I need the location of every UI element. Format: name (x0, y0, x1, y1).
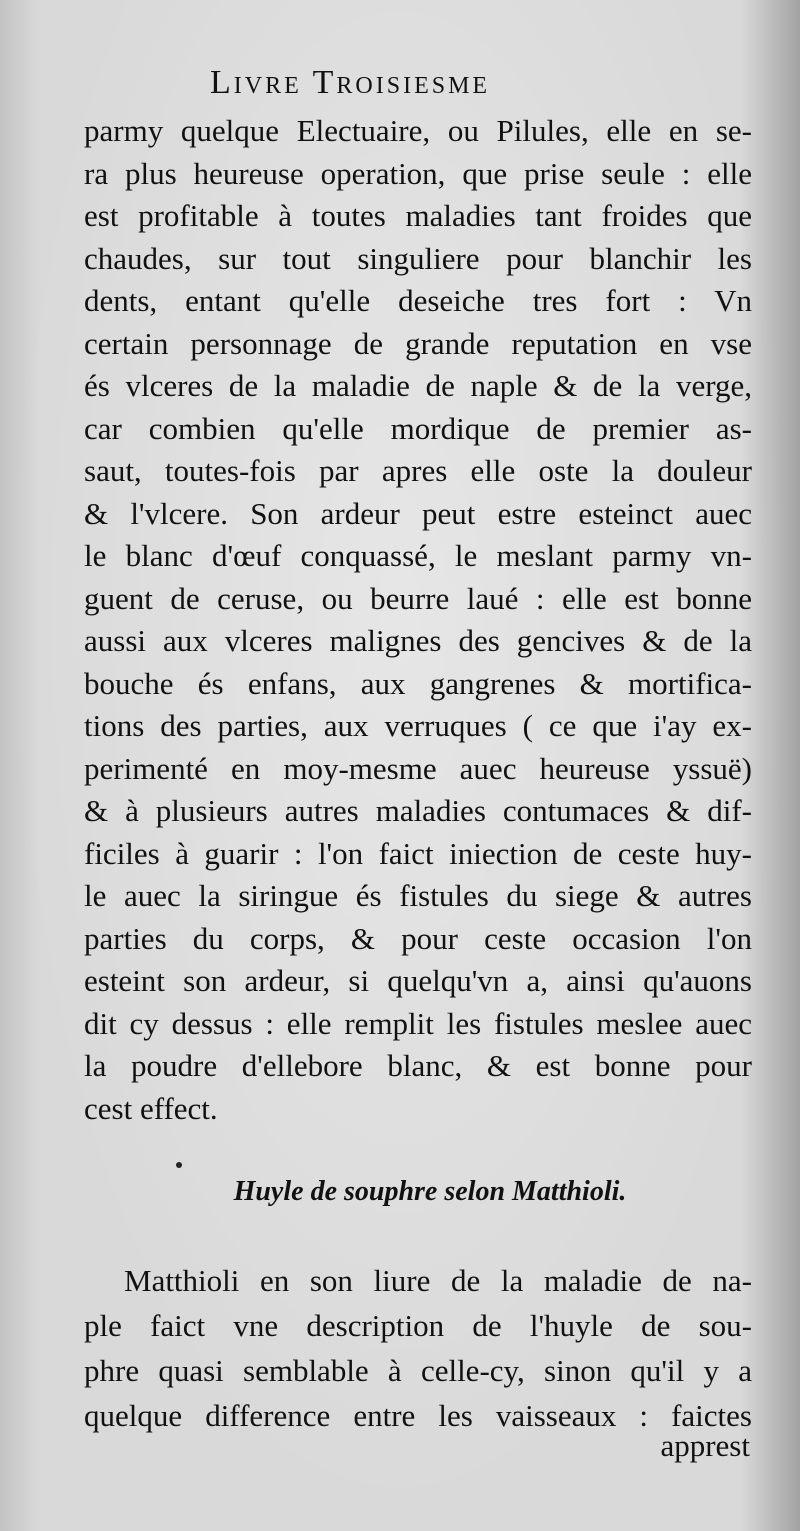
text-line: le auec la siringue és fistules du siege & autres (84, 878, 752, 913)
text-line: & l'vlcere. Son ardeur peut estre esteinct auec (84, 495, 752, 531)
text-line: cest effect. (84, 1090, 218, 1126)
text-line: tions des parties, aux verruques ( ce que i'ay ex- (84, 708, 752, 743)
text-line: dents, entant qu'elle deseiche tres fort : Vn (84, 283, 752, 318)
text-line: est profitable à toutes maladies tant froides que (84, 198, 752, 233)
text-line: parties du corps, & pour ceste occasion l'on (84, 920, 752, 956)
catchword: apprest (660, 1428, 750, 1463)
text-line: le blanc d'œuf conquassé, le meslant parmy vn- (84, 538, 752, 573)
text-line: car combien qu'elle mordique de premier as- (84, 410, 752, 446)
text-line: chaudes, sur tout singuliere pour blanchir les (84, 240, 752, 276)
text-line: és vlceres de la maladie de naple & de la verge, (84, 368, 752, 403)
text-line: bouche és enfans, aux gangrenes & mortifica- (84, 665, 752, 701)
text-line: phre quasi semblable à celle-cy, sinon qu'il y a (84, 1353, 752, 1388)
text-line: ra plus heureuse operation, que prise seule : elle (84, 155, 752, 191)
text-line: la poudre d'ellebore blanc, & est bonne pour (84, 1048, 752, 1083)
text-line: aussi aux vlceres malignes des gencives & de la (84, 623, 752, 658)
text-line: guent de ceruse, ou beurre laué : elle est bonne (84, 580, 752, 616)
second-paragraph (84, 1258, 752, 1438)
text-line: ficiles à guarir : l'on faict iniection de ceste huy- (84, 835, 752, 871)
text-line: & à plusieurs autres maladies contumaces & dif- (84, 793, 752, 828)
text-line: dit cy dessus : elle remplit les fistules meslee auec (84, 1005, 752, 1041)
text-line: perimenté en moy-mesme auec heureuse yssuë) (84, 750, 752, 786)
section-title: Huyle de souphre selon Matthioli. (233, 1176, 627, 1207)
text-line: certain personnage de grande reputation en vse (84, 325, 752, 361)
main-paragraph (84, 110, 752, 1130)
ornament-dot (176, 1162, 182, 1168)
text-line: parmy quelque Electuaire, ou Pilules, elle en se- (84, 113, 752, 148)
text-line: esteint son ardeur, si quelqu'vn a, ainsi qu'auons (84, 963, 752, 998)
text-line: quelque difference entre les vaisseaux : faictes (84, 1398, 752, 1433)
running-header: Livre Troisiesme (210, 64, 491, 101)
text-line: saut, toutes-fois par apres elle oste la douleur (84, 453, 752, 488)
text-line: ple faict vne description de l'huyle de sou- (84, 1308, 752, 1343)
text-line: Matthioli en son liure de la maladie de na- (124, 1263, 752, 1298)
